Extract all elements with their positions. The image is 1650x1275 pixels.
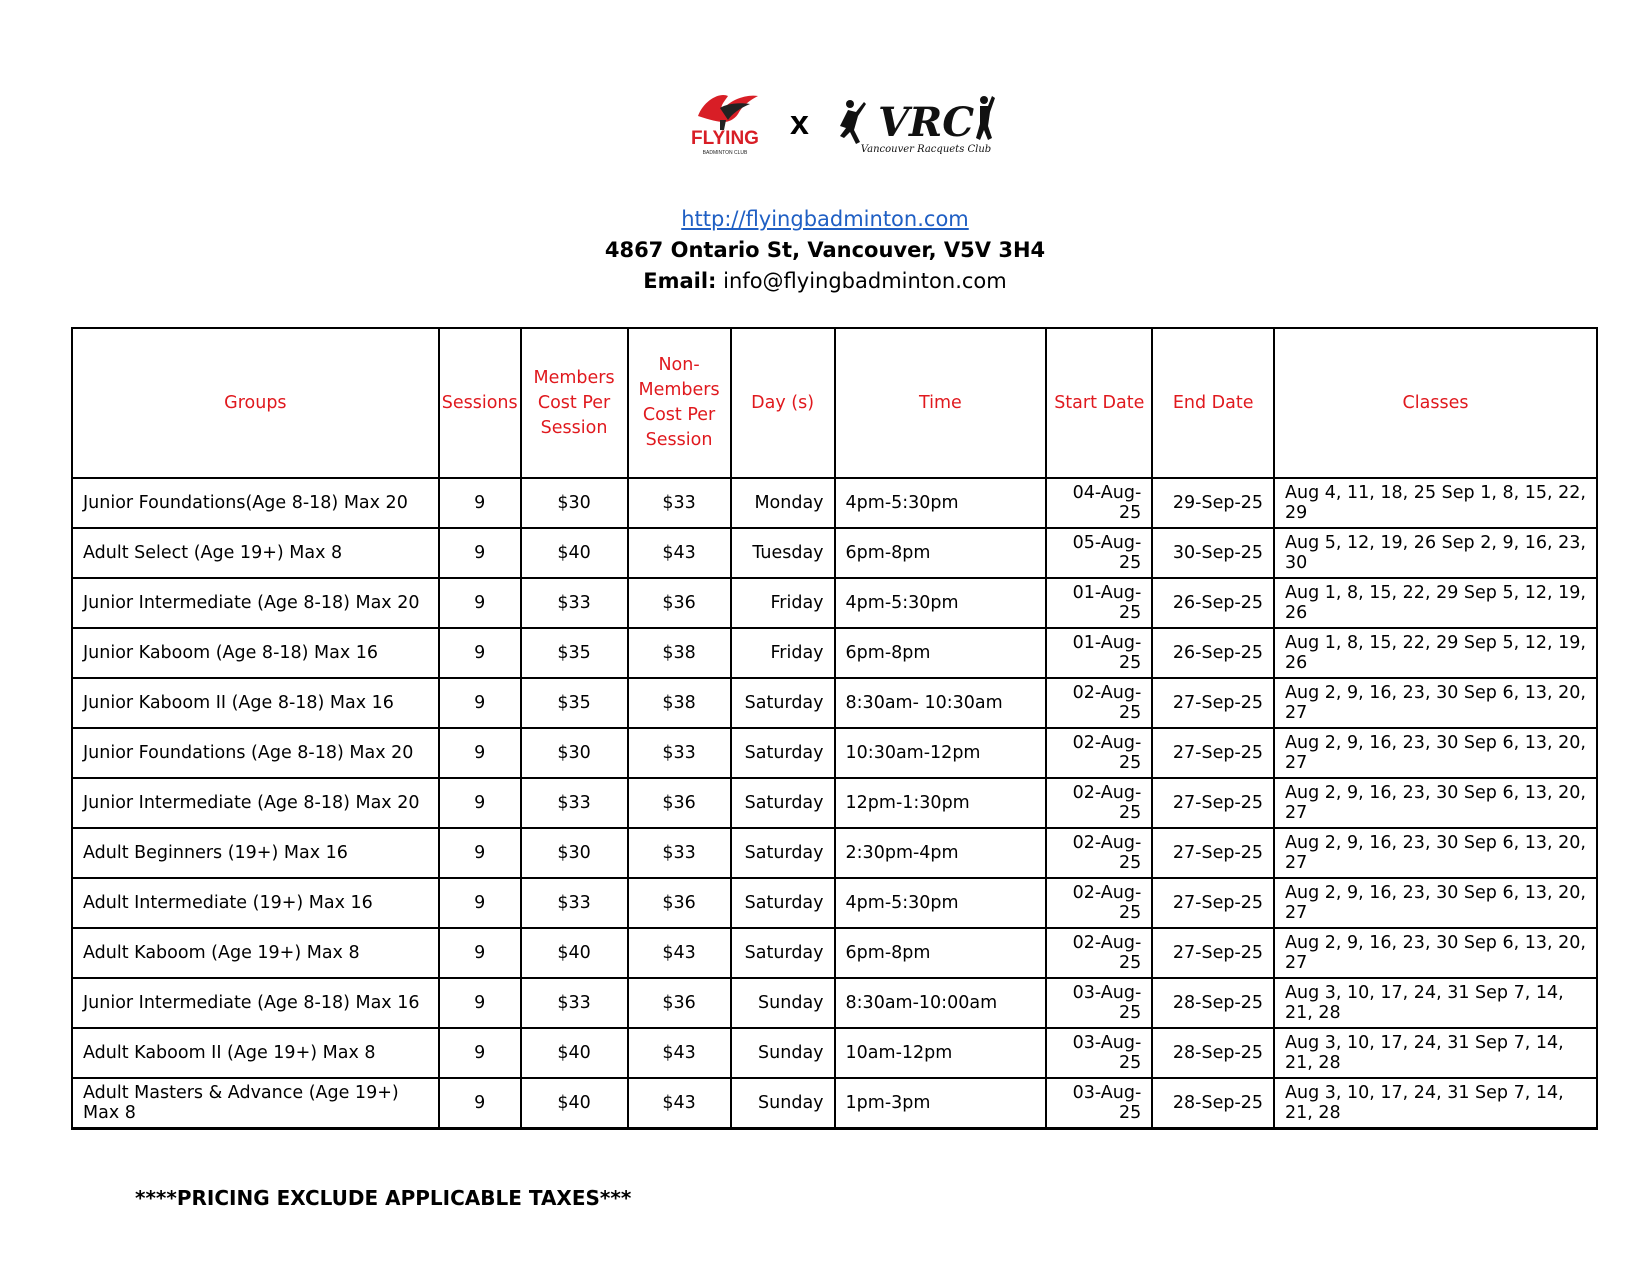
column-header: Start Date: [1046, 328, 1152, 478]
table-row: [72, 778, 1597, 828]
cell-nonmember-cost: $43: [628, 928, 731, 978]
table-row: [72, 1078, 1597, 1129]
column-header: Day (s): [731, 328, 835, 478]
cell-nonmember-cost: $43: [628, 528, 731, 578]
cell-sessions: 9: [439, 628, 521, 678]
cell-member-cost: $40: [521, 1028, 628, 1078]
cell-day: Friday: [731, 578, 835, 628]
cell-nonmember-cost: $36: [628, 778, 731, 828]
cell-end-date: 27-Sep-25: [1152, 828, 1274, 878]
cell-time: 2:30pm-4pm: [835, 828, 1047, 878]
cell-member-cost: $33: [521, 878, 628, 928]
email-line: [0, 266, 1650, 297]
cell-start-date: 02-Aug-25: [1046, 678, 1152, 728]
cell-day: Sunday: [731, 1028, 835, 1078]
schedule-table: [71, 327, 1598, 1130]
cell-sessions: 9: [439, 478, 521, 528]
column-header: Members Cost Per Session: [521, 328, 628, 478]
cell-nonmember-cost: $33: [628, 478, 731, 528]
table-row: [72, 978, 1597, 1028]
table-row: [72, 828, 1597, 878]
cell-end-date: 26-Sep-25: [1152, 628, 1274, 678]
cell-nonmember-cost: $43: [628, 1078, 731, 1129]
cell-time: 6pm-8pm: [835, 528, 1047, 578]
cell-sessions: 9: [439, 878, 521, 928]
column-header: Classes: [1274, 328, 1597, 478]
cell-classes: Aug 1, 8, 15, 22, 29 Sep 5, 12, 19, 26: [1274, 578, 1597, 628]
cell-classes: Aug 5, 12, 19, 26 Sep 2, 9, 16, 23, 30: [1274, 528, 1597, 578]
cell-group: Adult Intermediate (19+) Max 16: [72, 878, 439, 928]
cell-time: 10am-12pm: [835, 1028, 1047, 1078]
email-label: Email:: [643, 269, 717, 293]
cell-start-date: 02-Aug-25: [1046, 878, 1152, 928]
cell-time: 4pm-5:30pm: [835, 578, 1047, 628]
player-icon-right: [976, 96, 995, 140]
cell-member-cost: $40: [521, 528, 628, 578]
cell-day: Saturday: [731, 678, 835, 728]
cell-end-date: 27-Sep-25: [1152, 928, 1274, 978]
cell-group: Adult Beginners (19+) Max 16: [72, 828, 439, 878]
svg-text:VRC: VRC: [878, 99, 975, 146]
logo-separator: x: [790, 104, 809, 142]
cell-end-date: 29-Sep-25: [1152, 478, 1274, 528]
cell-member-cost: $35: [521, 628, 628, 678]
cell-start-date: 03-Aug-25: [1046, 978, 1152, 1028]
cell-start-date: 02-Aug-25: [1046, 928, 1152, 978]
cell-member-cost: $35: [521, 678, 628, 728]
cell-member-cost: $30: [521, 828, 628, 878]
cell-group: Junior Foundations(Age 8-18) Max 20: [72, 478, 439, 528]
column-header: Groups: [72, 328, 439, 478]
cell-start-date: 04-Aug-25: [1046, 478, 1152, 528]
cell-time: 10:30am-12pm: [835, 728, 1047, 778]
cell-nonmember-cost: $38: [628, 628, 731, 678]
cell-group: Junior Foundations (Age 8-18) Max 20: [72, 728, 439, 778]
column-header: End Date: [1152, 328, 1274, 478]
cell-sessions: 9: [439, 778, 521, 828]
cell-group: Adult Masters & Advance (Age 19+) Max 8: [72, 1078, 439, 1129]
cell-group: Adult Select (Age 19+) Max 8: [72, 528, 439, 578]
cell-classes: Aug 2, 9, 16, 23, 30 Sep 6, 13, 20, 27: [1274, 778, 1597, 828]
cell-time: 8:30am- 10:30am: [835, 678, 1047, 728]
cell-end-date: 28-Sep-25: [1152, 978, 1274, 1028]
cell-nonmember-cost: $33: [628, 828, 731, 878]
cell-sessions: 9: [439, 578, 521, 628]
cell-end-date: 26-Sep-25: [1152, 578, 1274, 628]
table-row: [72, 728, 1597, 778]
cell-start-date: 02-Aug-25: [1046, 728, 1152, 778]
cell-day: Saturday: [731, 828, 835, 878]
contact-info: [0, 204, 1650, 297]
cell-sessions: 9: [439, 928, 521, 978]
cell-group: Junior Intermediate (Age 8-18) Max 20: [72, 778, 439, 828]
cell-start-date: 02-Aug-25: [1046, 778, 1152, 828]
cell-start-date: 01-Aug-25: [1046, 628, 1152, 678]
cell-end-date: 28-Sep-25: [1152, 1078, 1274, 1129]
table-row: [72, 878, 1597, 928]
cell-day: Tuesday: [731, 528, 835, 578]
cell-classes: Aug 2, 9, 16, 23, 30 Sep 6, 13, 20, 27: [1274, 878, 1597, 928]
cell-time: 4pm-5:30pm: [835, 878, 1047, 928]
cell-member-cost: $33: [521, 978, 628, 1028]
cell-day: Saturday: [731, 778, 835, 828]
cell-sessions: 9: [439, 1028, 521, 1078]
cell-member-cost: $30: [521, 728, 628, 778]
column-header: Time: [835, 328, 1047, 478]
cell-time: 1pm-3pm: [835, 1078, 1047, 1129]
cell-start-date: 03-Aug-25: [1046, 1028, 1152, 1078]
svg-text:Vancouver Racquets Club: Vancouver Racquets Club: [860, 144, 992, 155]
cell-end-date: 27-Sep-25: [1152, 678, 1274, 728]
cell-classes: Aug 3, 10, 17, 24, 31 Sep 7, 14, 21, 28: [1274, 1078, 1597, 1129]
cell-day: Saturday: [731, 928, 835, 978]
cell-day: Saturday: [731, 728, 835, 778]
cell-sessions: 9: [439, 1078, 521, 1129]
cell-member-cost: $40: [521, 1078, 628, 1129]
cell-time: 6pm-8pm: [835, 928, 1047, 978]
column-header: Sessions: [439, 328, 521, 478]
cell-classes: Aug 4, 11, 18, 25 Sep 1, 8, 15, 22, 29: [1274, 478, 1597, 528]
cell-classes: Aug 1, 8, 15, 22, 29 Sep 5, 12, 19, 26: [1274, 628, 1597, 678]
cell-day: Monday: [731, 478, 835, 528]
cell-sessions: 9: [439, 978, 521, 1028]
cell-end-date: 28-Sep-25: [1152, 1028, 1274, 1078]
cell-day: Friday: [731, 628, 835, 678]
table-row: [72, 578, 1597, 628]
cell-sessions: 9: [439, 728, 521, 778]
cell-classes: Aug 2, 9, 16, 23, 30 Sep 6, 13, 20, 27: [1274, 828, 1597, 878]
cell-group: Adult Kaboom II (Age 19+) Max 8: [72, 1028, 439, 1078]
cell-member-cost: $33: [521, 778, 628, 828]
cell-sessions: 9: [439, 828, 521, 878]
cell-group: Junior Intermediate (Age 8-18) Max 16: [72, 978, 439, 1028]
cell-nonmember-cost: $33: [628, 728, 731, 778]
vancouver-racquets-club-logo: [834, 86, 1004, 162]
cell-nonmember-cost: $38: [628, 678, 731, 728]
cell-time: 4pm-5:30pm: [835, 478, 1047, 528]
table-row: [72, 528, 1597, 578]
cell-sessions: 9: [439, 678, 521, 728]
player-icon: [840, 100, 866, 144]
email-address: info@flyingbadminton.com: [723, 269, 1007, 293]
cell-nonmember-cost: $43: [628, 1028, 731, 1078]
cell-nonmember-cost: $36: [628, 978, 731, 1028]
cell-time: 6pm-8pm: [835, 628, 1047, 678]
table-row: [72, 478, 1597, 528]
cell-time: 8:30am-10:00am: [835, 978, 1047, 1028]
cell-end-date: 27-Sep-25: [1152, 878, 1274, 928]
cell-classes: Aug 2, 9, 16, 23, 30 Sep 6, 13, 20, 27: [1274, 928, 1597, 978]
cell-start-date: 02-Aug-25: [1046, 828, 1152, 878]
cell-sessions: 9: [439, 528, 521, 578]
cell-start-date: 01-Aug-25: [1046, 578, 1152, 628]
cell-classes: Aug 2, 9, 16, 23, 30 Sep 6, 13, 20, 27: [1274, 728, 1597, 778]
table-row: [72, 628, 1597, 678]
cell-group: Junior Intermediate (Age 8-18) Max 20: [72, 578, 439, 628]
cell-day: Sunday: [731, 1078, 835, 1129]
cell-classes: Aug 2, 9, 16, 23, 30 Sep 6, 13, 20, 27: [1274, 678, 1597, 728]
table-row: [72, 928, 1597, 978]
table-header-row: [72, 328, 1597, 478]
cell-member-cost: $40: [521, 928, 628, 978]
cell-end-date: 27-Sep-25: [1152, 728, 1274, 778]
cell-classes: Aug 3, 10, 17, 24, 31 Sep 7, 14, 21, 28: [1274, 1028, 1597, 1078]
cell-end-date: 30-Sep-25: [1152, 528, 1274, 578]
table-row: [72, 678, 1597, 728]
flying-badminton-logo: [680, 86, 770, 162]
cell-group: Adult Kaboom (Age 19+) Max 8: [72, 928, 439, 978]
cell-time: 12pm-1:30pm: [835, 778, 1047, 828]
svg-text:BADMINTON CLUB: BADMINTON CLUB: [702, 150, 748, 156]
cell-member-cost: $33: [521, 578, 628, 628]
website-link[interactable]: http://flyingbadminton.com: [681, 207, 969, 231]
cell-classes: Aug 3, 10, 17, 24, 31 Sep 7, 14, 21, 28: [1274, 978, 1597, 1028]
table-row: [72, 1028, 1597, 1078]
cell-group: Junior Kaboom II (Age 8-18) Max 16: [72, 678, 439, 728]
cell-start-date: 03-Aug-25: [1046, 1078, 1152, 1129]
table-body: [72, 478, 1597, 1129]
cell-nonmember-cost: $36: [628, 878, 731, 928]
cell-nonmember-cost: $36: [628, 578, 731, 628]
cell-group: Junior Kaboom (Age 8-18) Max 16: [72, 628, 439, 678]
partner-logos: [672, 86, 1012, 162]
address: 4867 Ontario St, Vancouver, V5V 3H4: [604, 238, 1046, 262]
svg-text:FLYING: FLYING: [691, 128, 759, 149]
pricing-note: ****PRICING EXCLUDE APPLICABLE TAXES***: [135, 1186, 632, 1210]
column-header: Non-Members Cost Per Session: [628, 328, 731, 478]
cell-member-cost: $30: [521, 478, 628, 528]
cell-day: Saturday: [731, 878, 835, 928]
cell-end-date: 27-Sep-25: [1152, 778, 1274, 828]
cell-start-date: 05-Aug-25: [1046, 528, 1152, 578]
cell-day: Sunday: [731, 978, 835, 1028]
